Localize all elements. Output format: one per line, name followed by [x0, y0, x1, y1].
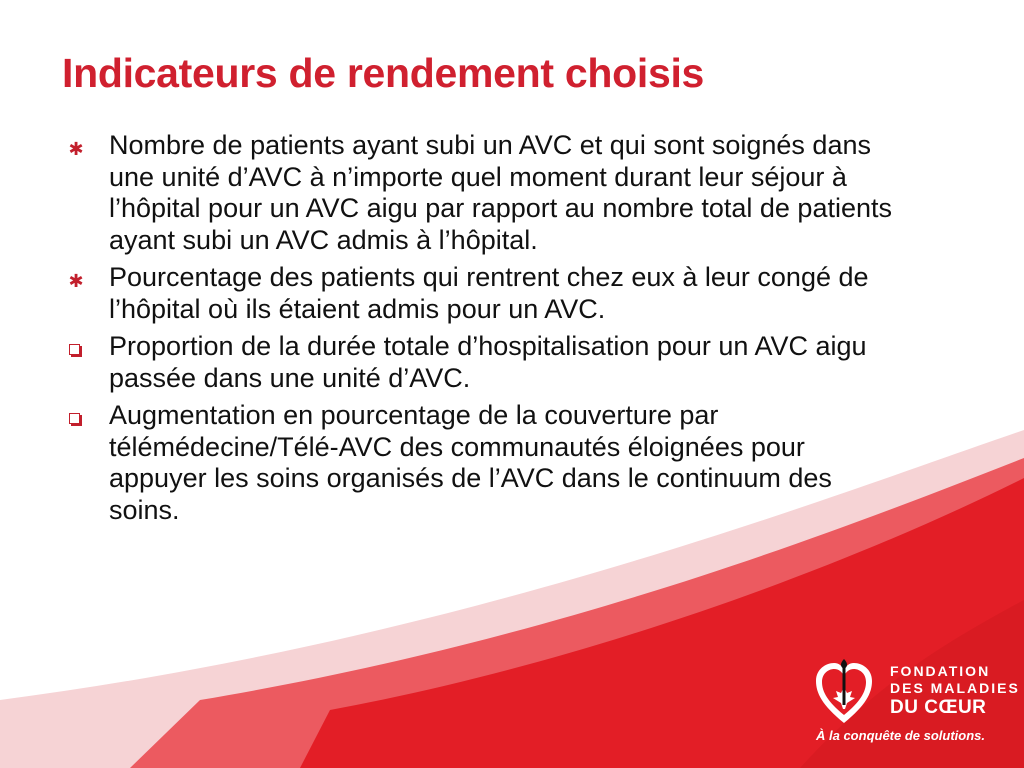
bullet-text: Nombre de patients ayant subi un AVC et qui sont soignés dans une unité d’AVC à n’importe quel moment durant leur séjour à l’hôpital pour un AVC aigu par rapport au nombre total de patients ayant subi un AVC admis à l’hôpital.	[109, 130, 892, 255]
bullet-text: Pourcentage des patients qui rentrent chez eux à leur congé de l’hôpital où ils étaient admis pour un AVC.	[109, 262, 869, 324]
asterisk-bullet-icon: ✱	[68, 139, 84, 159]
logo-line-1: FONDATION	[890, 663, 991, 679]
bullet-item	[66, 262, 896, 325]
logo-line-3: DU CŒUR	[890, 697, 987, 718]
checkbox-bullet-icon	[69, 413, 80, 424]
bullet-text: Augmentation en pourcentage de la couverture par télémédecine/Télé-AVC des communautés éloignées pour appuyer les soins organisés de l’AVC dans le continuum des soins.	[109, 400, 832, 525]
bullet-text: Proportion de la durée totale d’hospitalisation pour un AVC aigu passée dans une unité d’AVC.	[109, 331, 867, 393]
bullet-item	[66, 331, 896, 394]
checkbox-bullet-icon	[69, 344, 80, 355]
bullet-item	[66, 400, 896, 526]
bullet-item	[66, 130, 896, 256]
slide-title: Indicateurs de rendement choisis	[62, 50, 705, 96]
bullet-list	[66, 130, 896, 532]
heart-torch-icon	[814, 657, 874, 727]
asterisk-bullet-icon: ✱	[68, 271, 84, 291]
logo-wordmark	[890, 663, 1020, 719]
logo-tagline: À la conquête de solutions.	[816, 728, 986, 743]
logo-line-2: DES MALADIES	[890, 680, 1020, 696]
